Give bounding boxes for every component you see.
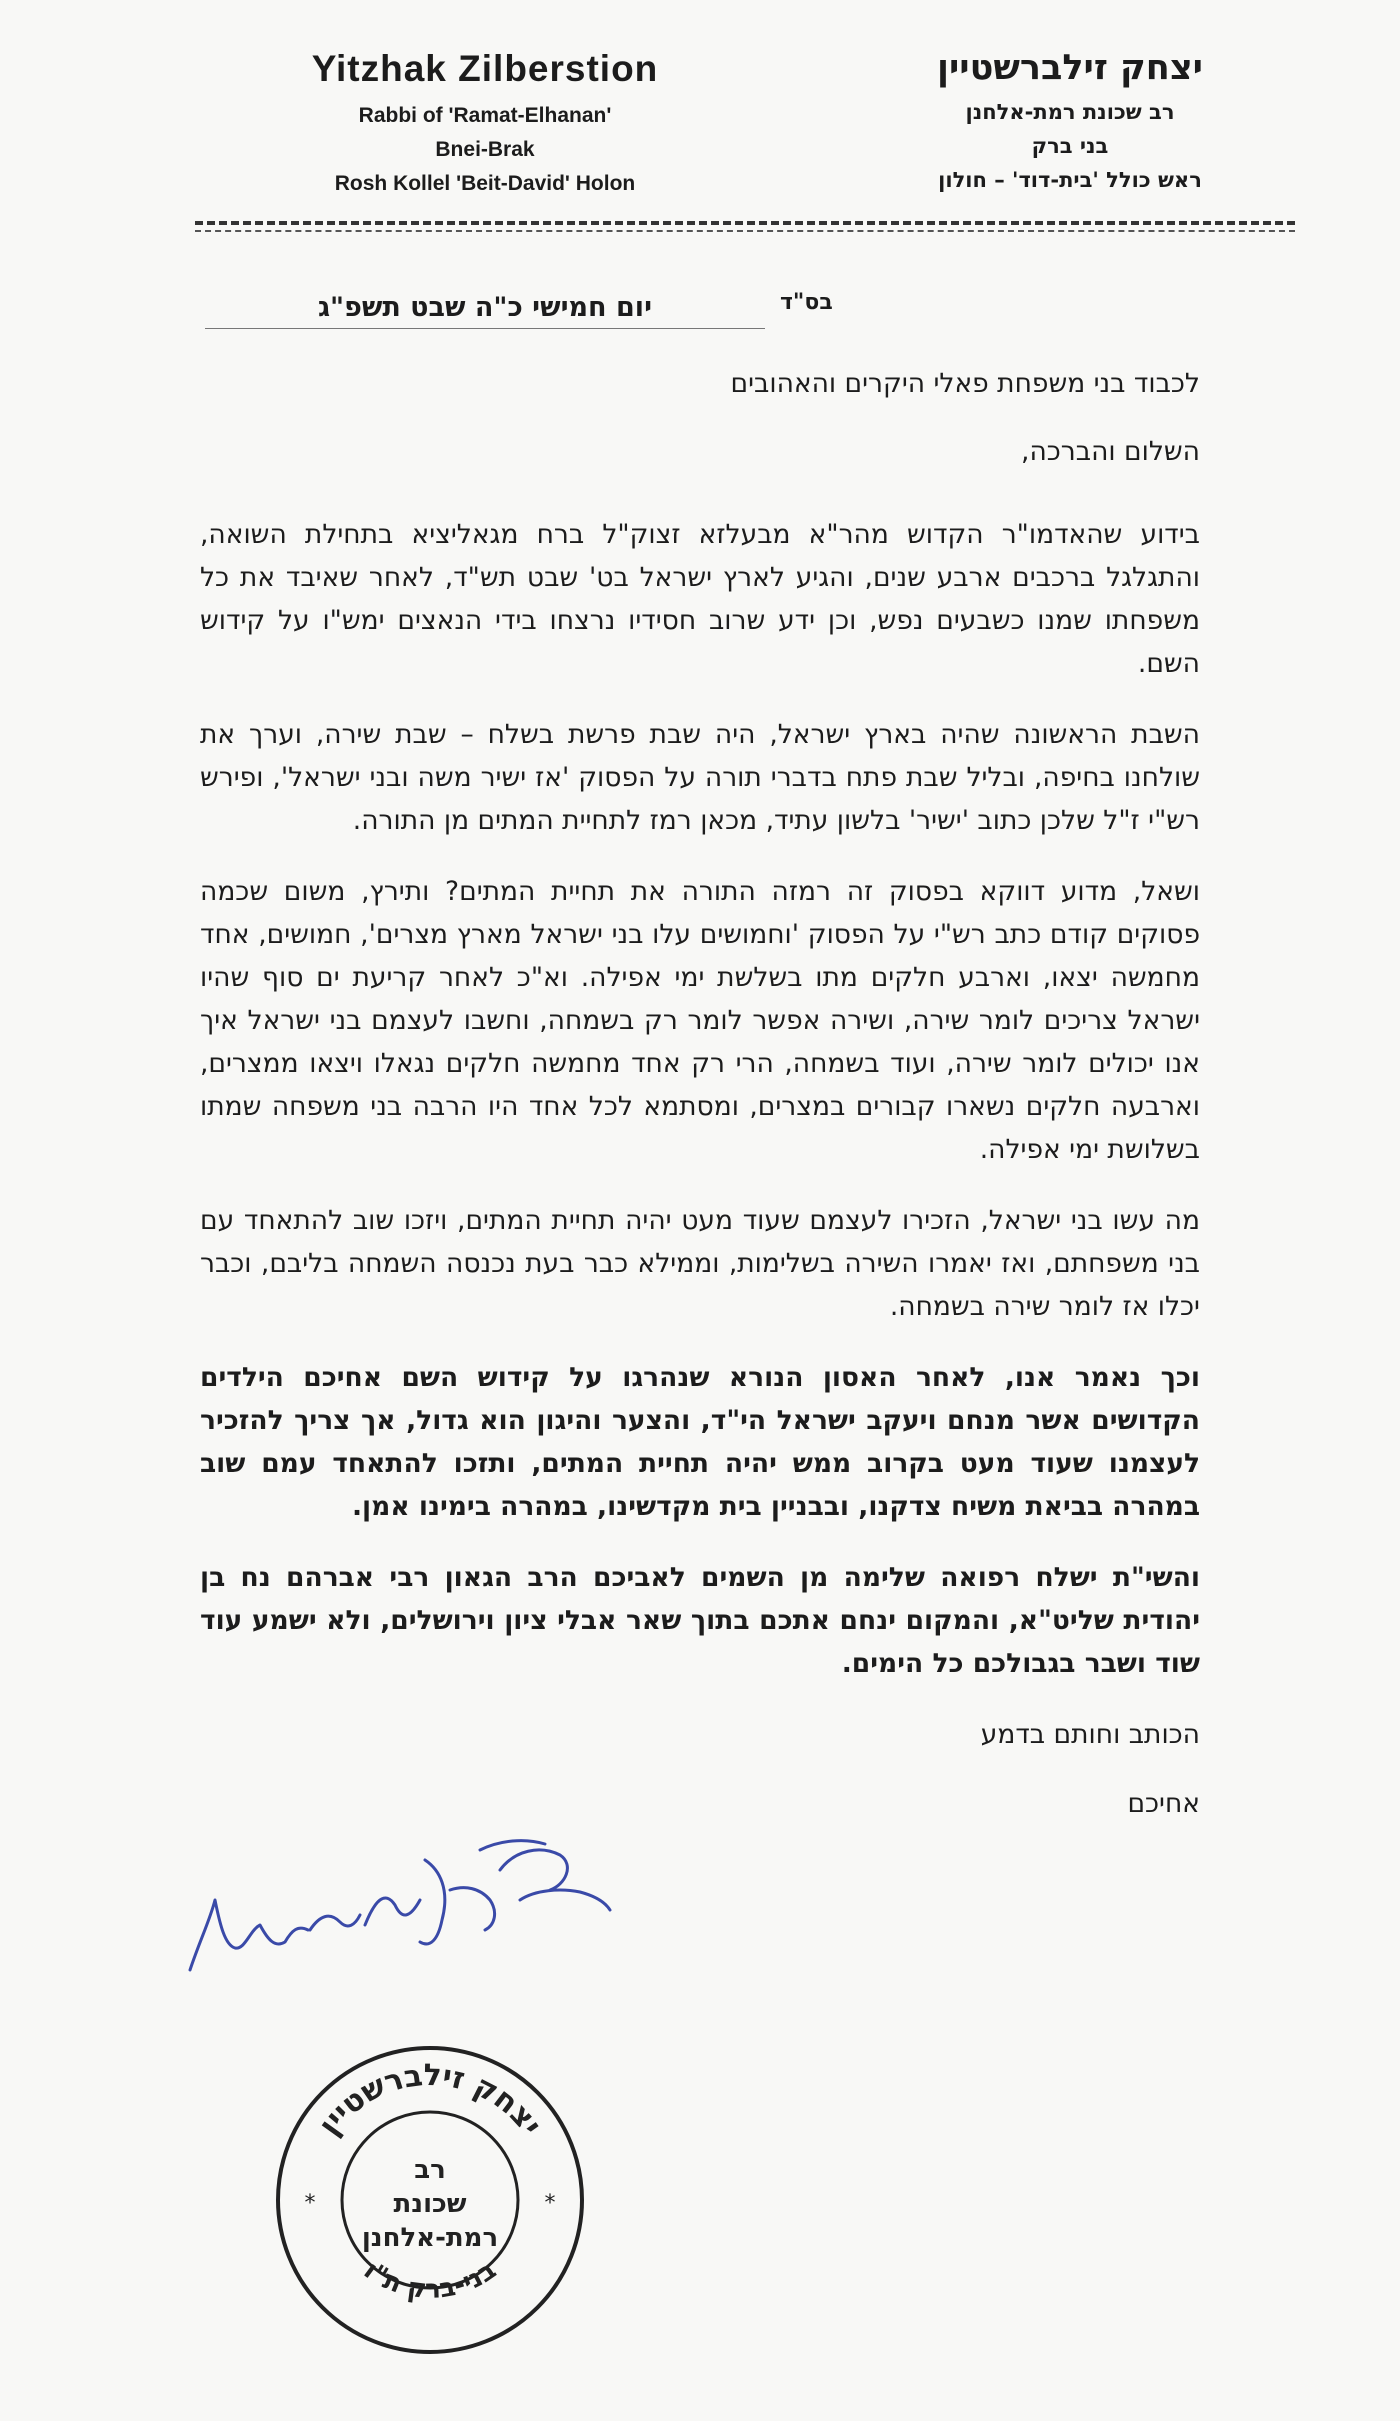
- letterhead-english: [255, 48, 715, 206]
- handwritten-signature: [180, 1830, 620, 1990]
- letterhead-divider-secondary: [195, 230, 1295, 232]
- stamp-center-line2: שכונת: [393, 2189, 467, 2219]
- letter-body: [200, 362, 1200, 1825]
- salutation: לכבוד בני משפחת פאלי היקרים והאהובים: [730, 368, 1200, 399]
- stamp-star-left: *: [304, 2191, 316, 2216]
- paragraph-4: מה עשו בני ישראל, הזכירו לעצמם שעוד מעט יהיה תחיית המתים, ויזכו שוב להתאחד עם בני משפחתם, ואז יאמרו השירה בשלימות, וממילא כבר בעת נכנסה השמחה בליבם, וכבר יכלו אז לומר שירה בשמחה.: [200, 1205, 1200, 1322]
- paragraph-2: השבת הראשונה שהיה בארץ ישראל, היה שבת פרשת בשלח – שבת שירה, וערך את שולחנו בחיפה, ובליל שבת פתח בדברי תורה על הפסוק 'אז ישיר משה ובני ישראל', ופירש רש"י ז"ל שלכן כתוב 'ישיר' בלשון עתיד, מכאן רמז לתחיית המתים מן התורה.: [200, 719, 1200, 836]
- letterhead-divider: [195, 221, 1295, 225]
- closing-line: הכותב וחותם בדמע: [980, 1719, 1200, 1750]
- letterhead-hebrew: [860, 48, 1280, 202]
- date-line: [205, 288, 765, 329]
- sign-label: אחיכם: [1127, 1788, 1200, 1819]
- stamp-star-right: *: [544, 2191, 556, 2216]
- stamp-center-line3: רמת-אלחנן: [361, 2223, 499, 2253]
- stamp-outer-city: בני-ברק ת"ו: [358, 2255, 502, 2305]
- letterhead-hebrew-name: יצחק זילברשטיין: [936, 48, 1203, 88]
- letterhead-english-city: Bnei-Brak: [435, 138, 535, 161]
- letterhead-hebrew-title: רב שכונת רמת-אלחנן: [965, 100, 1175, 124]
- paragraph-5: וכך נאמר אנו, לאחר האסון הנורא שנהרגו על קידוש השם אחיכם הילדים הקדושים אשר מנחם ויעקב ישראל הי"ד, והצער והיגון הוא גדול, אך צריך להזכיר לעצמנו שעוד מעט בקרוב ממש יהיה תחיית המתים, ותזכו להתאחד עמם שוב במהרה בביאת משיח צדקנו, ובבניין בית מקדשינו, במהרה בימינו אמן.: [200, 1362, 1200, 1522]
- letterhead-english-kollel: Rosh Kollel 'Beit-David' Holon: [334, 172, 636, 195]
- letterhead-hebrew-kollel: ראש כולל 'בית-דוד' – חולון: [938, 168, 1202, 192]
- rabbi-stamp: [270, 2040, 590, 2360]
- svg-text:בני-ברק ת"ו: [358, 2255, 502, 2305]
- letterhead-english-name: Yitzhak Zilberstion: [311, 48, 659, 89]
- paragraph-1: בידוע שהאדמו"ר הקדוש מהר"א מבעלזא זצוק"ל ברח מגאליציא בתחילת השואה, והתגלגל ברכבים ארבע שנים, והגיע לארץ ישראל בט' שבט תש"ד, לאחר שאיבד את כל משפחתו שמנו כשבעים נפש, וכן ידע שרוב חסידיו נרצחו בידי הנאצים ימש"ו על קידוש השם.: [200, 519, 1200, 679]
- paragraph-3: ושאל, מדוע דווקא בפסוק זה רמזה התורה את תחיית המתים? ותירץ, משום שכמה פסוקים קודם כתב רש"י על הפסוק 'וחמושים עלו בני ישראל מארץ מצרים', חמושים, אחד מחמשה יצאו, וארבע חלקים מתו בשלשת ימי אפילה. וא"כ לאחר קריעת ים סוף שהיו ישראל צריכים לומר שירה, ושירה אפשר לומר רק בשמחה, וחשבו לעצמם בני ישראל איך אנו יכולים לומר שירה, ועוד בשמחה, הרי רק אחד מחמשה חלקים נגאלו ויצאו ממצרים, וארבעה חלקים נשארו קבורים במצרים, ומסתמא לכל אחד היו הרבה בני משפחה שמתו בשלושת ימי אפילה.: [200, 876, 1200, 1165]
- paragraph-6: והשי"ת ישלח רפואה שלימה מן השמים לאביכם הרב הגאון רבי אברהם נח בן יהודית שליט"א, והמקום ינחם אתכם בתוך שאר אבלי ציון וירושלים, ולא ישמע עוד שוד ושבר בגבולכם כל הימים.: [200, 1562, 1200, 1679]
- stamp-outer-name: יצחק זילברשטיין: [311, 2057, 549, 2142]
- greeting: השלום והברכה,: [1021, 436, 1200, 467]
- letterhead-english-title: Rabbi of 'Ramat-Elhanan': [358, 104, 612, 127]
- bsd-mark: בס"ד: [780, 290, 833, 315]
- stamp-center-line1: רב: [414, 2155, 446, 2185]
- letterhead-hebrew-city: בני ברק: [1031, 134, 1109, 158]
- letter-date: יום חמישי כ"ה שבט תשפ"ג: [317, 292, 653, 323]
